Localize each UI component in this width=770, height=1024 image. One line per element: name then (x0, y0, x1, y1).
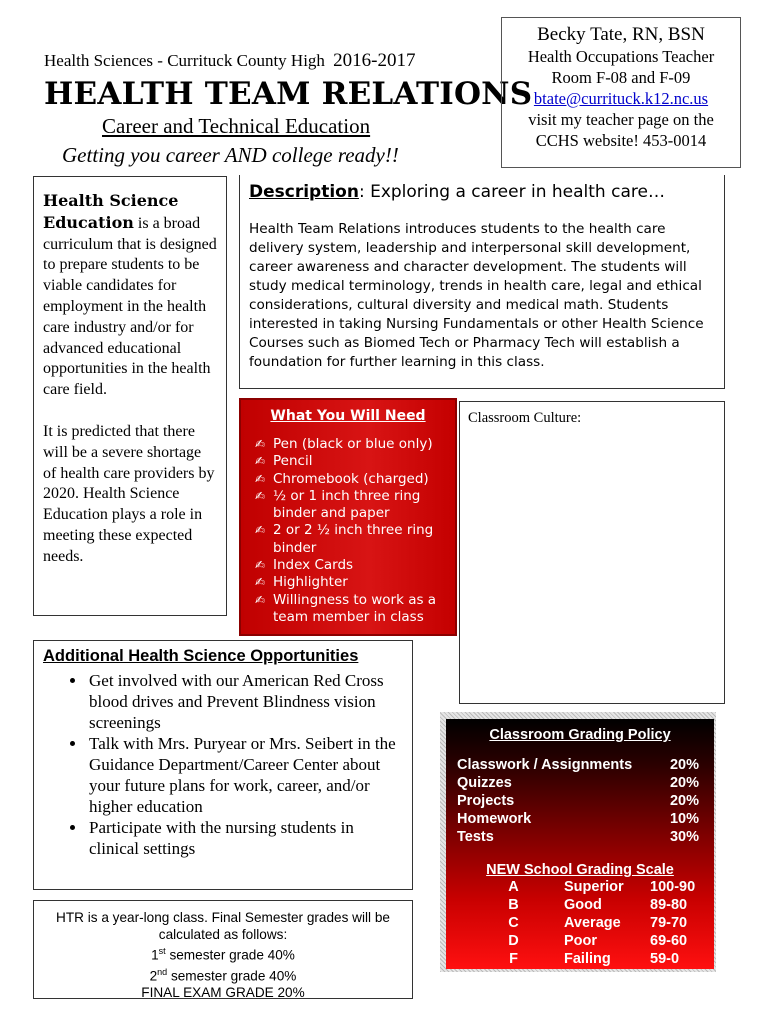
teacher-contact-box (501, 17, 741, 168)
supplies-list (241, 436, 455, 626)
description-label: Description (249, 182, 359, 202)
opportunities-title: Additional Health Science Opportunities (43, 647, 359, 665)
semester-grade-box (33, 900, 413, 999)
teacher-page-line2: CCHS website! 453-0014 (535, 131, 707, 150)
list-item: • Talk with Mrs. Puryear or Mrs. Seibert in the Guidance Department/Career Center about your future plans for work, career, and/or higher education (87, 733, 404, 817)
classroom-culture-label: Classroom Culture: (468, 410, 582, 426)
school-year: 2016-2017 (333, 50, 416, 71)
pencil-icon: ✍ (255, 558, 266, 573)
grading-policy-box (446, 719, 714, 969)
final-exam-grade: FINAL EXAM GRADE 20% (141, 985, 305, 1001)
health-science-box (33, 176, 227, 616)
classroom-culture-box (459, 401, 725, 704)
description-box (239, 175, 725, 389)
grading-scale-rows (446, 878, 714, 968)
list-item: ✍ Pen (black or blue only) (255, 436, 433, 452)
teacher-page-line1: visit my teacher page on the (528, 110, 714, 129)
policy-row: Quizzes 20% (457, 775, 699, 791)
health-science-para2: It is predicted that there will be a severe shortage of health care providers by 2020. Health Science Education plays a role in meeting these expected needs. (43, 422, 215, 565)
pencil-icon: ✍ (255, 471, 266, 486)
list-item: ✍ Chromebook (charged) (255, 470, 429, 487)
teacher-role: Health Occupations Teacher (527, 47, 715, 66)
opportunities-list (43, 670, 404, 859)
grading-policy-frame (440, 712, 716, 972)
opportunities-box (33, 640, 413, 890)
description-subheading: : Exploring a career in health care… (358, 182, 665, 202)
scale-row: A Superior 100-90 (508, 879, 696, 895)
policy-row: Homework 10% (457, 811, 699, 827)
pencil-icon: ✍ (255, 437, 266, 451)
list-item: ✍ Pencil (255, 453, 313, 470)
list-item: ✍ ½ or 1 inch three ring binder and paper (255, 487, 421, 522)
pencil-icon: ✍ (255, 523, 266, 538)
scale-row: C Average 79-70 (508, 915, 688, 931)
scale-row: D Poor 69-60 (508, 933, 688, 949)
scale-row: F Failing 59-0 (509, 951, 680, 967)
description-heading (249, 182, 718, 202)
list-item: ✍ Highlighter (255, 574, 348, 591)
semester-grade-intro: HTR is a year-long class. Final Semester grades will be calculated as follows: (56, 910, 390, 942)
description-body: Health Team Relations introduces students to the health care delivery system, leadership and interpersonal skill development, career awareness and character development. The students will study medical terminology, trends in health care, legal and ethical considerations, cultural diversity and medical math. Students interested in taking Nursing Fundamentals or other Health Science Courses such as Biomed Tech or Pharmacy Tech will establish a foundation for further learning in this class. (249, 221, 704, 370)
pencil-icon: ✍ (255, 575, 266, 590)
grading-scale-title: NEW School Grading Scale (486, 862, 674, 878)
list-item: ✍ 2 or 2 ½ inch three ring binder (255, 522, 434, 556)
semester2-grade: 2nd semester grade 40% (149, 966, 297, 984)
teacher-room: Room F-08 and F-09 (551, 68, 691, 87)
policy-row: Tests 30% (457, 829, 699, 845)
semester1-grade: 1st semester grade 40% (151, 946, 295, 963)
school-name: Health Sciences - Currituck County High (44, 51, 325, 70)
teacher-email-link[interactable]: btate@currituck.k12.nc.us (533, 89, 709, 108)
teacher-name: Becky Tate, RN, BSN (537, 24, 705, 45)
cte-subtitle: Career and Technical Education (102, 114, 371, 138)
health-science-heading: Health Science Education (43, 191, 179, 232)
supplies-title: What You Will Need (270, 408, 426, 424)
tagline: Getting you career AND college ready!! (62, 143, 399, 167)
list-item: ✍ Index Cards (255, 557, 354, 574)
list-item: • Participate with the nursing students in clinical settings (87, 817, 404, 859)
school-line (44, 50, 416, 72)
list-item: • Get involved with our American Red Cross blood drives and Prevent Blindness vision screenings (87, 670, 404, 733)
health-science-para1: is a broad curriculum that is designed to prepare students to be viable candidates for employment in the health care industry and/or for advanced educational opportunities in the health care field. (43, 214, 217, 399)
pencil-icon: ✍ (255, 488, 266, 503)
grading-policy-rows (457, 756, 699, 846)
policy-row: Projects 20% (457, 793, 699, 809)
list-item: ✍ Willingness to work as a team member in class (255, 591, 437, 625)
page-title: HEALTH TEAM RELATIONS (44, 76, 533, 112)
pencil-icon: ✍ (255, 454, 266, 469)
supplies-box (239, 398, 457, 636)
scale-row: B Good 89-80 (508, 897, 688, 913)
policy-row: Classwork / Assignments 20% (457, 757, 699, 773)
pencil-icon: ✍ (255, 592, 266, 607)
grading-policy-title: Classroom Grading Policy (489, 727, 671, 743)
